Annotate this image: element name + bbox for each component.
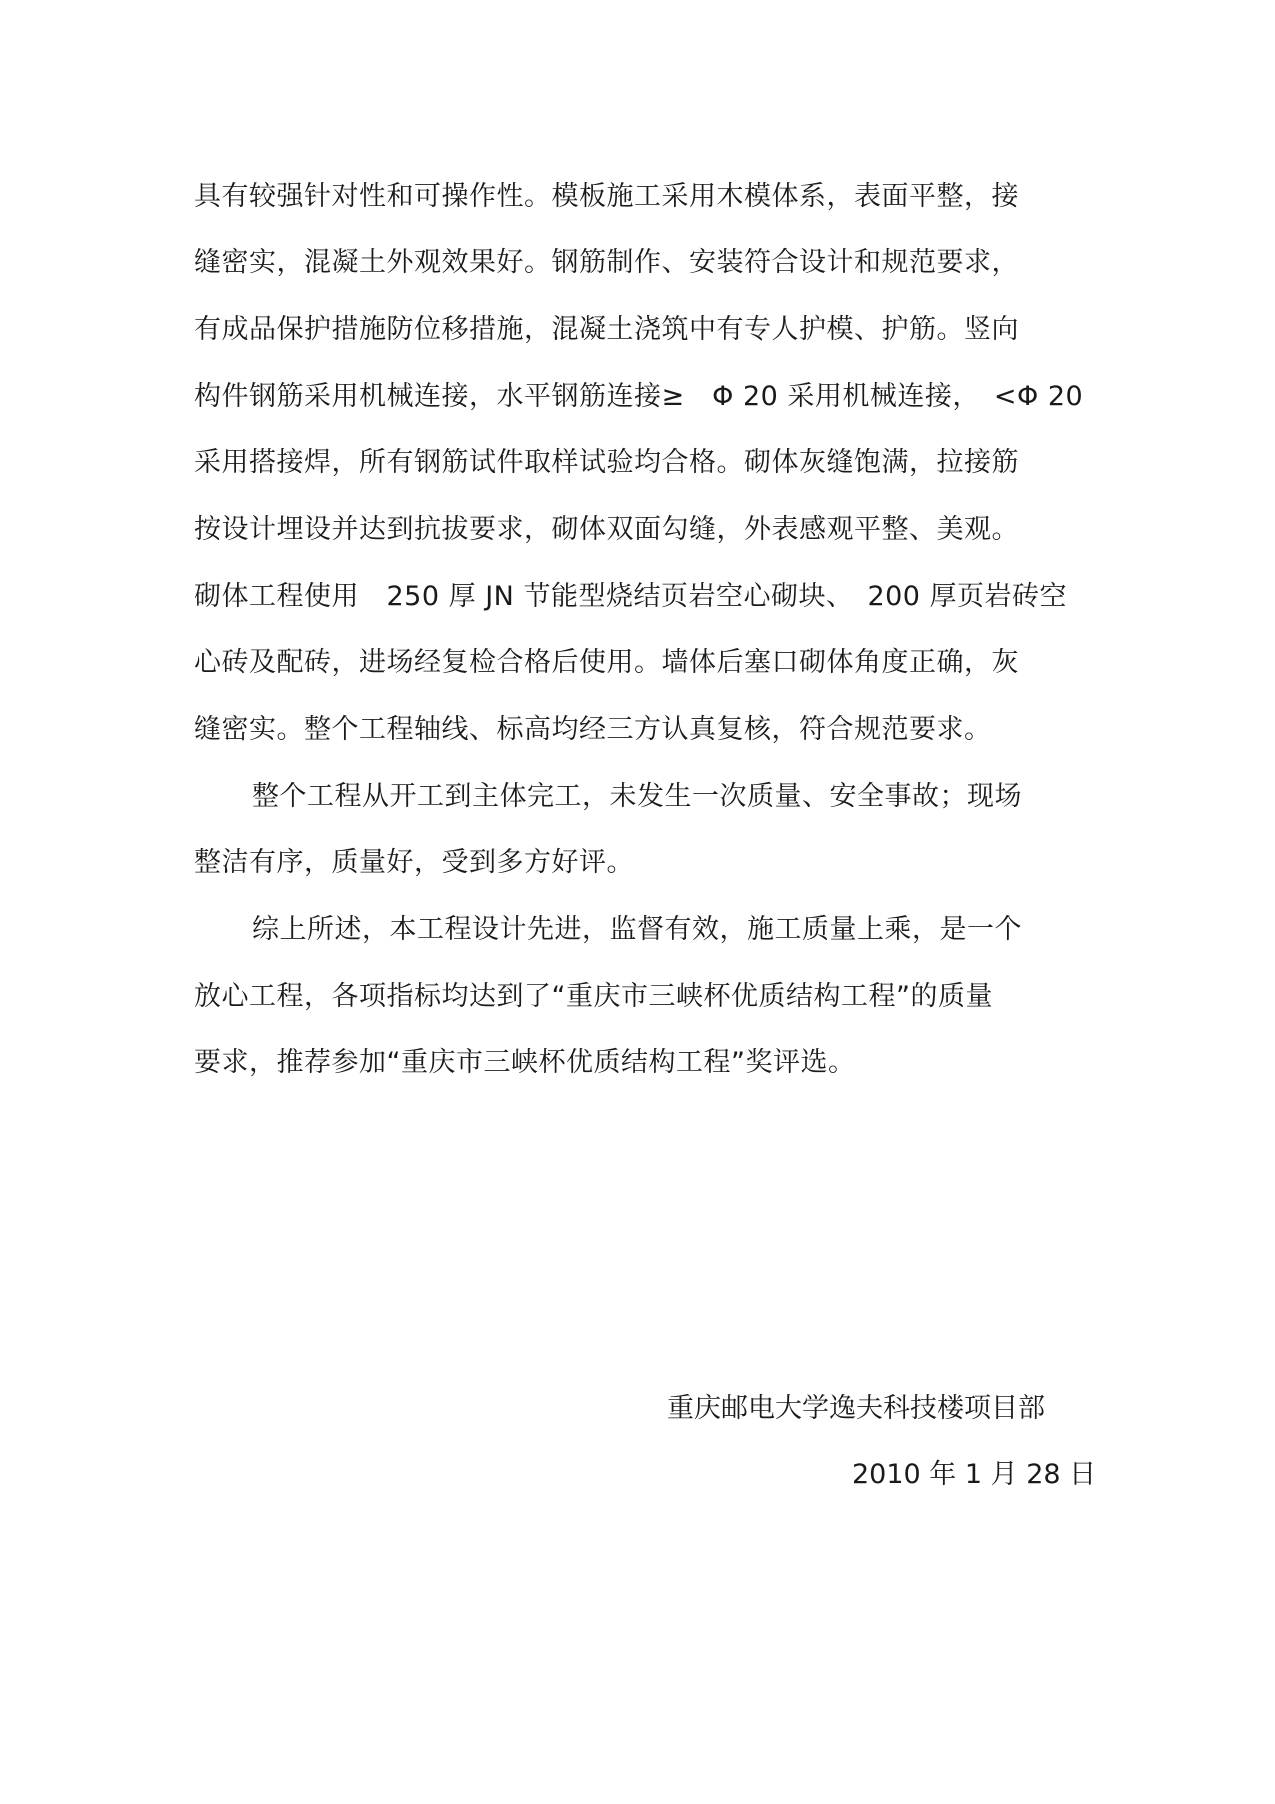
body-line-2: 缝密实，混凝土外观效果好。钢筋制作、安装符合设计和规范要求， — [194, 247, 1019, 278]
paragraph-3-line-3: 要求，推荐参加“重庆市三峡杯优质结构工程”奖评选。 — [194, 1047, 856, 1078]
body-line-8: 心砖及配砖，进场经复检合格后使用。墙体后塞口砌体角度正确，灰 — [194, 647, 1019, 678]
paragraph-2-line-2: 整洁有序，质量好，受到多方好评。 — [194, 847, 634, 878]
paragraph-3-line-2: 放心工程，各项指标均达到了“重庆市三峡杯优质结构工程”的质量 — [194, 981, 993, 1012]
paragraph-3-line-1: 综上所述，本工程设计先进，监督有效，施工质量上乘，是一个 — [252, 914, 1022, 945]
body-line-6: 按设计埋设并达到抗拔要求，砌体双面勾缝，外表感观平整、美观。 — [194, 514, 1019, 545]
body-line-5: 采用搭接焊，所有钢筋试件取样试验均合格。砌体灰缝饱满，拉接筋 — [194, 447, 1019, 478]
body-line-7: 砌体工程使用 250 厚 JN 节能型烧结页岩空心砌块、 200 厚页岩砖空 — [194, 581, 1068, 612]
signature-organization: 重庆邮电大学逸夫科技楼项目部 — [667, 1393, 1045, 1424]
body-line-9: 缝密实。整个工程轴线、标高均经三方认真复核，符合规范要求。 — [194, 714, 992, 745]
body-line-1: 具有较强针对性和可操作性。模板施工采用木模体系，表面平整，接 — [194, 181, 1019, 212]
signature-date: 2010 年 1 月 28 日 — [852, 1459, 1097, 1490]
body-line-4: 构件钢筋采用机械连接，水平钢筋连接≥ Φ 20 采用机械连接， <Φ 20 — [194, 381, 1084, 412]
paragraph-2-line-1: 整个工程从开工到主体完工，未发生一次质量、安全事故；现场 — [252, 781, 1022, 812]
body-line-3: 有成品保护措施防位移措施，混凝土浇筑中有专人护模、护筋。竖向 — [194, 314, 1019, 345]
